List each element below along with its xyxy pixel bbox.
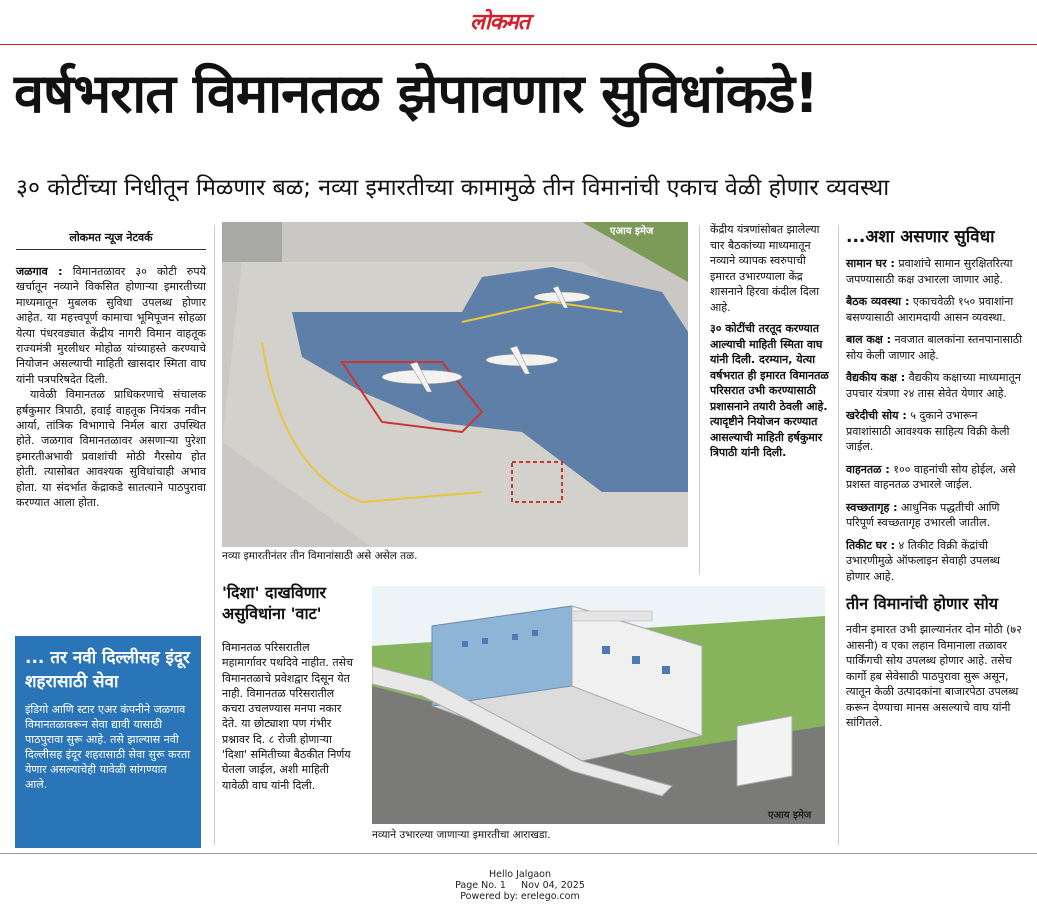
- facility-text: एकाचवेळी १५० प्रवाशांना बसण्यासाठी आरामदायी आसन व्यवस्था.: [846, 295, 1014, 324]
- masthead: [0, 0, 1037, 44]
- headline: वर्षभरात विमानतळ झेपावणार सुविधांकडे!: [14, 62, 818, 125]
- masthead-rule: [0, 44, 1037, 45]
- facility-item: [846, 538, 1026, 585]
- facility-label: तिकीट घर :: [846, 538, 896, 552]
- facility-text: ४ तिकीट विक्री केंद्रांची उभारणीमुळे ऑफलाइन सेवाही उपलब्ध होणार आहे.: [846, 538, 1000, 583]
- article-column-1: [16, 264, 206, 511]
- facility-label: वाहनतळ :: [846, 462, 890, 476]
- facility-item: [846, 500, 1026, 531]
- facility-item: [846, 370, 1026, 401]
- facility-label: बैठक व्यवस्था :: [846, 295, 910, 308]
- facility-item: [846, 462, 1026, 493]
- facility-text: नवजात बालकांना स्तनपानासाठी सोय केली जाणार आहे.: [846, 333, 1023, 362]
- article-paragraph: केंद्रीय यंत्रणांसोबत झालेल्या चार बैठकांच्या माध्यमातून नव्याने व्यापक स्वरुपाची इमारत उभारण्याला केंद्र शासनाने हिरवा कंदील दिला आहे.: [710, 223, 820, 314]
- footer-powered-by: Powered by: erelego.com: [460, 891, 580, 902]
- dateline: जळगाव :: [16, 265, 63, 278]
- photo2-credit: एआय इमेज: [768, 810, 812, 821]
- footer-publication: Hello Jalgaon: [488, 869, 552, 880]
- apron-illustration: [222, 222, 688, 547]
- facilities-column: [846, 222, 1026, 731]
- photo2-caption: नव्याने उभारल्या जाणाऱ्या इमारतीचा आराखडा.: [372, 829, 551, 841]
- terminal-photo: [372, 586, 825, 824]
- facility-label: स्वच्छतागृह :: [846, 500, 898, 514]
- parking-body: नवीन इमारत उभी झाल्यानंतर दोन मोठी (७२ आसनी) व एका लहान विमानाला तळावर पार्किंगची सोय उपलब्ध होणार आहे. तसेच कार्गो हब सेवेसाठी पाठपुरावा सुरू असून, त्यातून केळी उत्पादकांना बाजारपेठा उपलब्ध करून देण्याचा मानस असल्याचे वाघ यांनी सांगितले.: [846, 623, 1022, 729]
- facility-text: वैद्यकीय कक्षाच्या माध्यमातून उपचार यंत्रणा २४ तास सेवेत येणार आहे.: [846, 371, 1021, 400]
- facility-label: बाल कक्ष :: [846, 333, 891, 346]
- facilities-heading: ...अशा असणार सुविधा: [846, 227, 995, 247]
- facility-label: खरेदीची सोय :: [846, 409, 907, 422]
- facility-text: १०० वाहनांची सोय होईल, असे प्रशस्त वाहनतळ उभारले जाईल.: [846, 462, 1016, 491]
- article-paragraph: ३० कोटींची तरतूद करण्यात आल्याची माहिती स्मिता वाघ यांनी दिली. दरम्यान, येत्या वर्षभरात ही इमारत विमानतळ परिसरात उभी करण्यासाठी प्रशासनाने तयारी ठेवली आहे. त्यादृष्टीने नियोजन करण्यात आसल्याची माहिती हर्षकुमार त्रिपाठी यांनी दिली.: [710, 322, 829, 459]
- facility-text: ५ दुकाने उभारून प्रवाशांसाठी आवश्यक साहित्य विक्री केली जाईल.: [846, 409, 1010, 453]
- article-paragraph: यावेळी विमानतळ प्राधिकरणाचे संचालक हर्षकुमार त्रिपाठी, हवाई वाहतूक नियंत्रक नवीन आर्या, तांत्रिक विभागाचे निर्मल बारा उपस्थित होते. जळगाव विमानतळावर असणाऱ्या पुरेशा इमारतीअभावी प्रवाशांची मोठी गैरसोय होत होती. त्यासोबत आवश्यक सुविधांचाही अभाव होता. या संदर्भात केंद्राकडे सातत्याने पाठपुरावा करण्यात आला होता.: [16, 388, 206, 510]
- column-divider: [838, 225, 839, 845]
- column-divider: [699, 225, 700, 575]
- footer: [440, 869, 600, 902]
- footer-rule: [0, 853, 1037, 854]
- column-divider: [214, 225, 215, 845]
- facility-item: [846, 256, 1026, 287]
- lokmat-logo: लोकमत: [470, 9, 530, 35]
- facility-label: वैद्यकीय कक्ष :: [846, 371, 906, 384]
- facility-label: सामान घर :: [846, 257, 895, 270]
- sidebar-box: [15, 636, 201, 848]
- facility-item: [846, 332, 1026, 363]
- subheadline: ३० कोटींच्या निधीतून मिळणार बळ; नव्या इमारतीच्या कामामुळे तीन विमानांची एकाच वेळी होणार व्यवस्था: [16, 175, 890, 201]
- disha-body: विमानतळ परिसरातील महामार्गावर पथदिवे नाहीत. तसेच विमानतळाचे प्रवेशद्वार दिसून येत नाही. विमानतळ परिसरातील कचरा उचलण्यास मनपा नकार देते. या छोट्याशा पण गंभीर प्रश्नावर दि. ८ रोजी होणाऱ्या 'दिशा' समितीच्या बैठकीत निर्णय घेतला जाईल, अशी माहिती यावेळी वाघ यांनी दिली.: [222, 641, 354, 792]
- article-paragraph: [16, 264, 206, 387]
- sidebar-box-title: ... तर नवी दिल्लीसह इंदूर शहरासाठी सेवा: [25, 648, 190, 692]
- article-column-3: [710, 222, 830, 467]
- disha-heading: 'दिशा' दाखविणार असुविधांना 'वाट': [222, 583, 327, 623]
- facilities-list: [846, 256, 1026, 584]
- apron-photo: [222, 222, 688, 547]
- byline: लोकमत न्यूज नेटवर्क: [16, 230, 206, 250]
- photo1-credit: एआय इमेज: [610, 226, 654, 237]
- facility-text: प्रवाशांचे सामान सुरक्षितरित्या जपण्यासाठी कक्ष उभारला जाणार आहे.: [846, 257, 1013, 286]
- footer-page-date: Page No. 1 Nov 04, 2025: [455, 880, 585, 891]
- photo1-caption: नव्या इमारतीनंतर तीन विमानांसाठी असे असेल तळ.: [222, 550, 418, 562]
- sidebar-box-body: इंडिगो आणि स्टार एअर कंपनीने जळगाव विमानतळावरून सेवा द्यावी यासाठी पाठपुरावा सुरू आहे. तसे झाल्यास नवी दिल्लीसह इंदूर शहरासाठी सेवा सुरू करता येणार असल्याचेही यावेळी सांगण्यात आले.: [25, 703, 191, 791]
- facility-item: [846, 408, 1026, 455]
- parking-heading: तीन विमानांची होणार सोय: [846, 594, 999, 613]
- facility-item: [846, 294, 1026, 325]
- facility-text: आधुनिक पद्धतीची आणि परिपूर्ण स्वच्छतागृह उभारली जातील.: [846, 500, 1000, 529]
- terminal-illustration: [372, 586, 825, 824]
- paragraph-1-text: विमानतळावर ३० कोटी रुपये खर्चातून नव्याने विकसित होणाऱ्या इमारतीच्या माध्यमातून मुबलक सुविधा उपलब्ध होणार आहेत. या महत्त्वपूर्ण कामाचा भूमिपूजन सोहळा येत्या पंधरवड्यात केंद्रीय नागरी विमान वाहतूक राज्यमंत्री मुरलीधर मोहोळ यांच्याहस्ते करण्याचे नियोजन असल्याची माहिती खासदार स्मिता वाघ यांनी पत्रपरिषदेत दिली.: [16, 265, 206, 386]
